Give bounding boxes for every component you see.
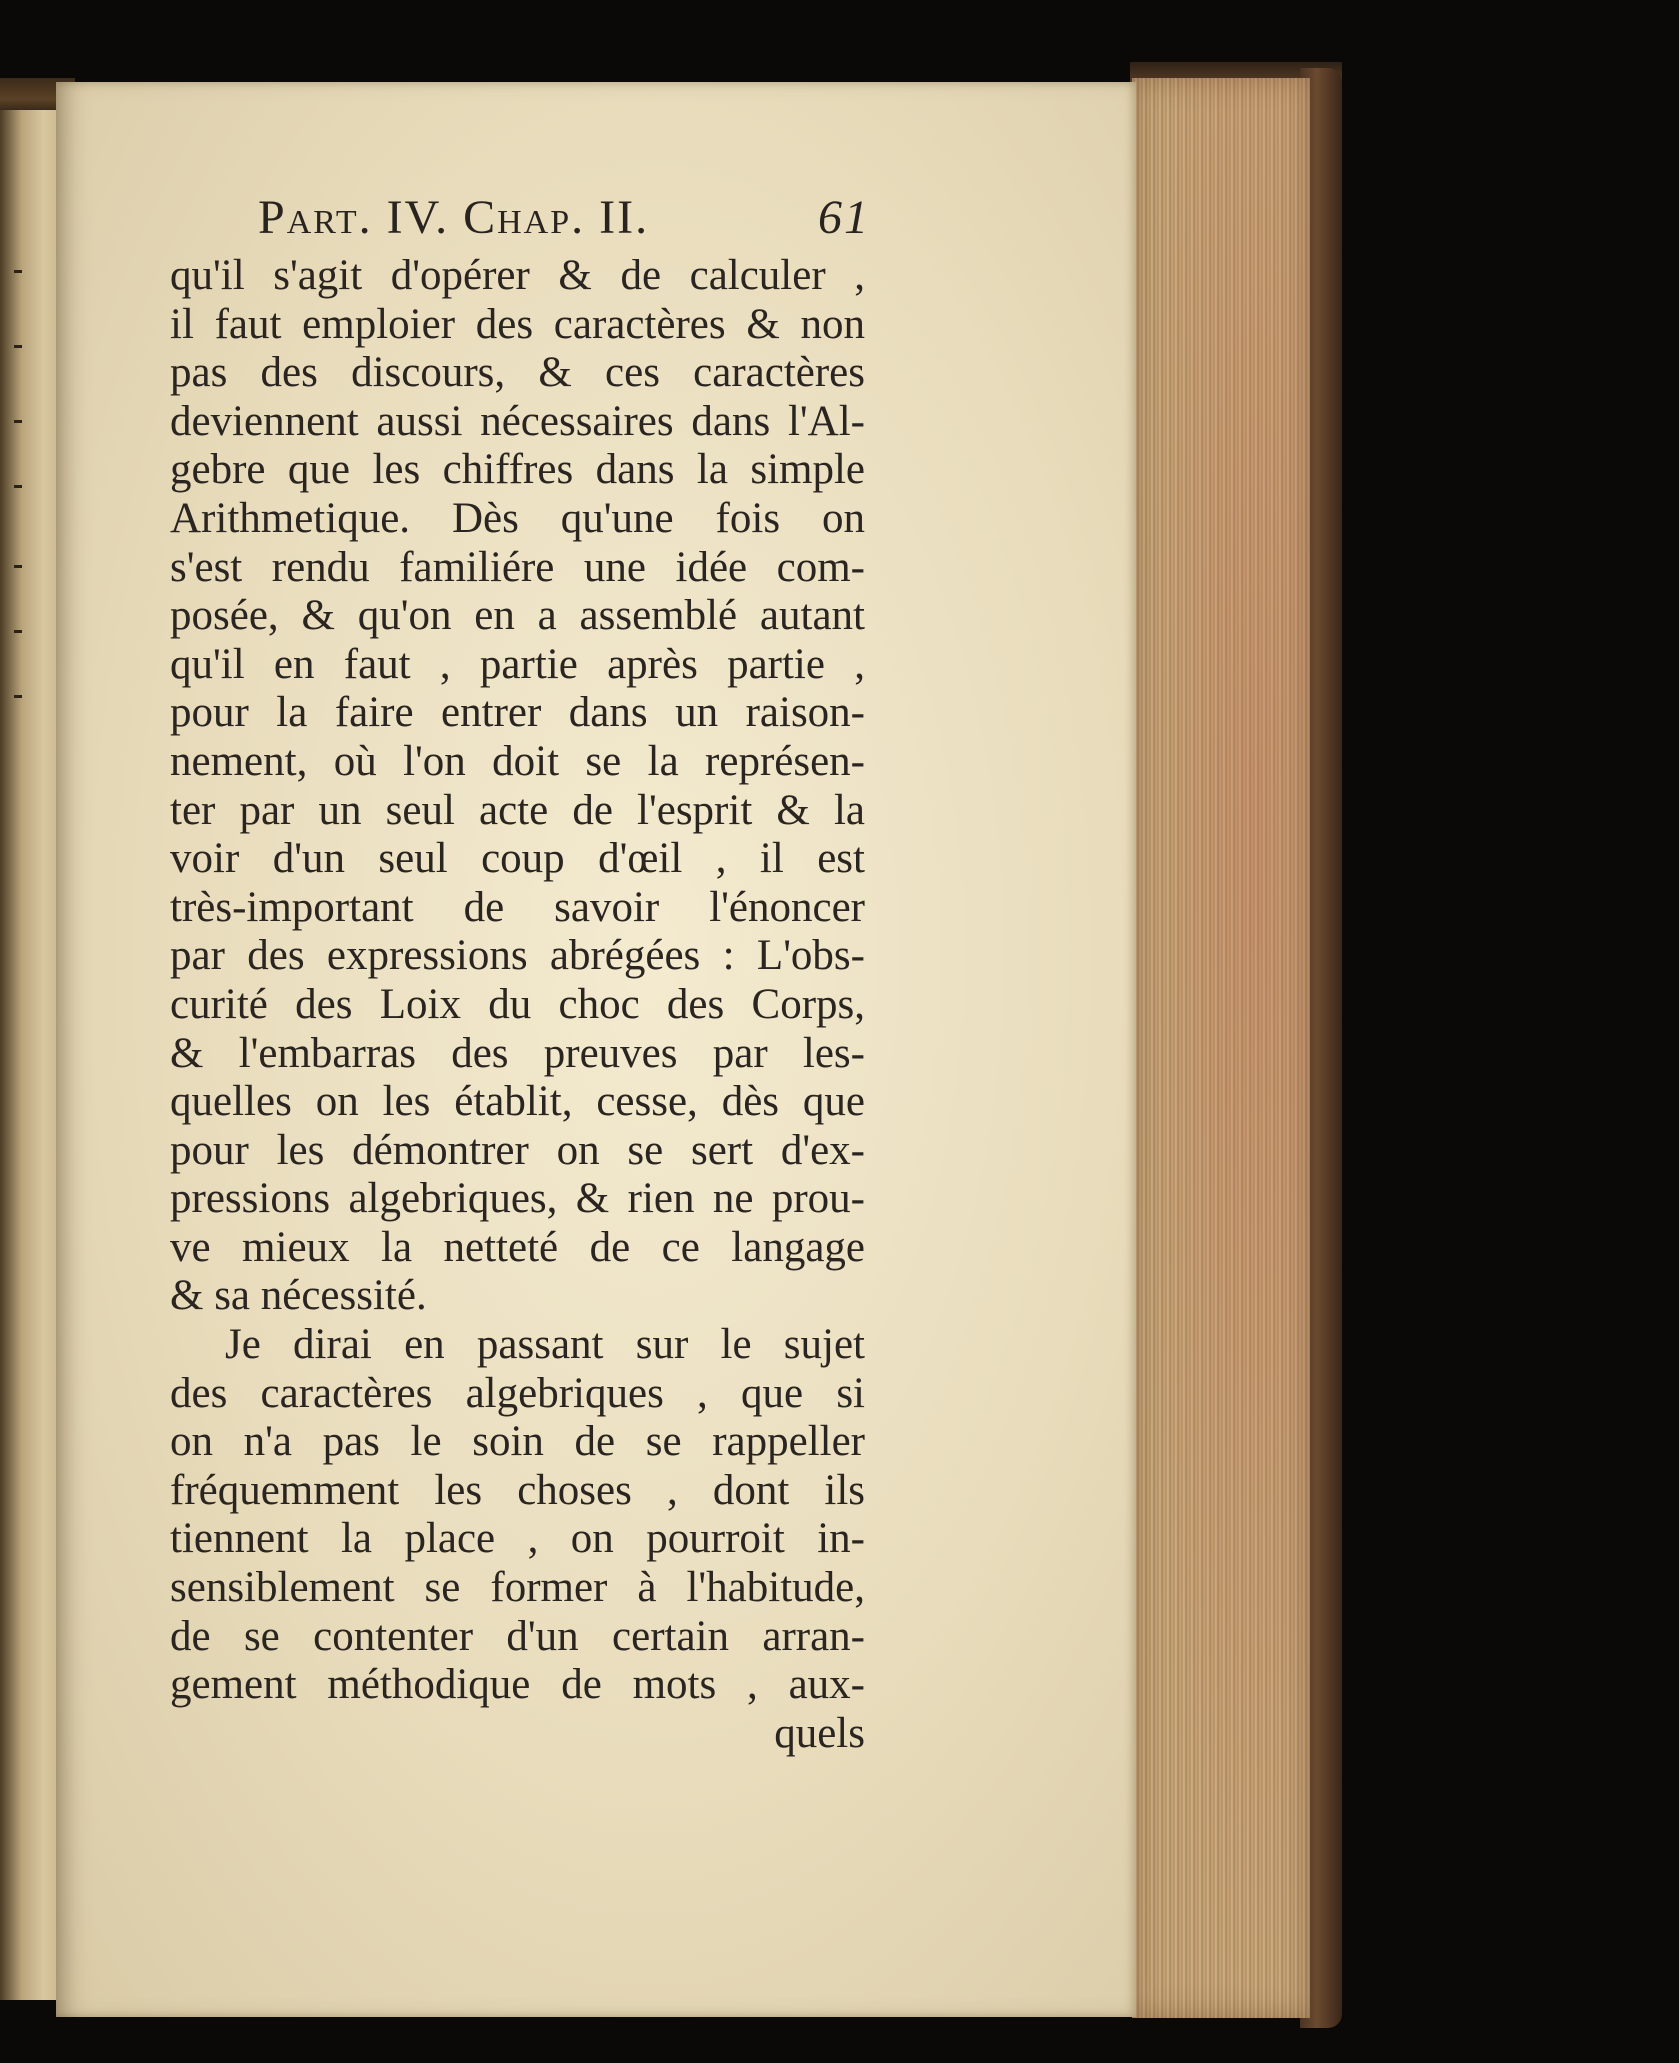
text-line: & l'embarras des preuves par les- xyxy=(170,1029,865,1077)
text-line: posée, & qu'on en a assemblé autant xyxy=(170,592,865,640)
text-line: pour la faire entrer dans un raison- xyxy=(170,689,865,737)
text-line: curité des Loix du choc des Corps, xyxy=(170,980,865,1028)
text-line: des caractères algebriques , que si xyxy=(170,1369,865,1417)
text-line: de se contenter d'un certain arran- xyxy=(170,1612,865,1660)
text-line: qu'il en faut , partie après partie , xyxy=(170,640,865,688)
text-line: Arithmetique. Dès qu'une fois on xyxy=(170,494,865,542)
text-line: très-important de savoir l'énoncer xyxy=(170,883,865,931)
bleed-mark xyxy=(14,345,22,348)
text-line: Je dirai en passant sur le sujet xyxy=(225,1321,865,1369)
text-line: par des expressions abrégées : L'obs- xyxy=(170,932,865,980)
text-line: ve mieux la netteté de ce langage xyxy=(170,1223,865,1271)
bleed-mark xyxy=(14,565,22,568)
text-line: & sa nécessité. xyxy=(170,1272,427,1320)
bleed-mark xyxy=(14,630,22,633)
running-header xyxy=(170,190,870,252)
paragraph-2 xyxy=(170,1321,870,1710)
text-line: nement, où l'on doit se la représen- xyxy=(170,737,865,785)
text-line: il faut emploier des caractères & non xyxy=(170,300,865,348)
previous-page-edge xyxy=(0,110,64,2000)
paragraph-1 xyxy=(170,252,870,1321)
text-line: s'est rendu familiére une idée com- xyxy=(170,543,865,591)
text-line: deviennent aussi nécessaires dans l'Al- xyxy=(170,397,865,445)
bleed-mark xyxy=(14,695,22,698)
text-line: gement méthodique de mots , aux- xyxy=(170,1661,865,1709)
text-line: pas des discours, & ces caractères xyxy=(170,349,865,397)
text-line: on n'a pas le soin de se rappeller xyxy=(170,1418,865,1466)
bleed-mark xyxy=(14,420,22,423)
text-line: ter par un seul acte de l'esprit & la xyxy=(170,786,865,834)
bleed-mark xyxy=(14,485,22,488)
text-line: qu'il s'agit d'opérer & de calculer , xyxy=(170,252,865,299)
text-line: fréquemment les choses , dont ils xyxy=(170,1466,865,1514)
page-number: 61 xyxy=(818,191,870,244)
bleed-mark xyxy=(14,270,22,273)
page-text xyxy=(170,190,870,1758)
text-line: quelles on les établit, cesse, dès que xyxy=(170,1078,865,1126)
text-line: sensiblement se former à l'habitude, xyxy=(170,1564,865,1612)
text-line: pressions algebriques, & rien ne prou- xyxy=(170,1175,865,1223)
text-line: tiennent la place , on pourroit in- xyxy=(170,1515,865,1563)
text-line: gebre que les chiffres dans la simple xyxy=(170,446,865,494)
running-title: Part. IV. Chap. II. xyxy=(258,191,650,244)
text-line: voir d'un seul coup d'œil , il est xyxy=(170,835,865,883)
text-line: pour les démontrer on se sert d'ex- xyxy=(170,1126,865,1174)
catchword: quels xyxy=(774,1709,865,1757)
page-block-fore-edge xyxy=(1132,78,1310,2018)
